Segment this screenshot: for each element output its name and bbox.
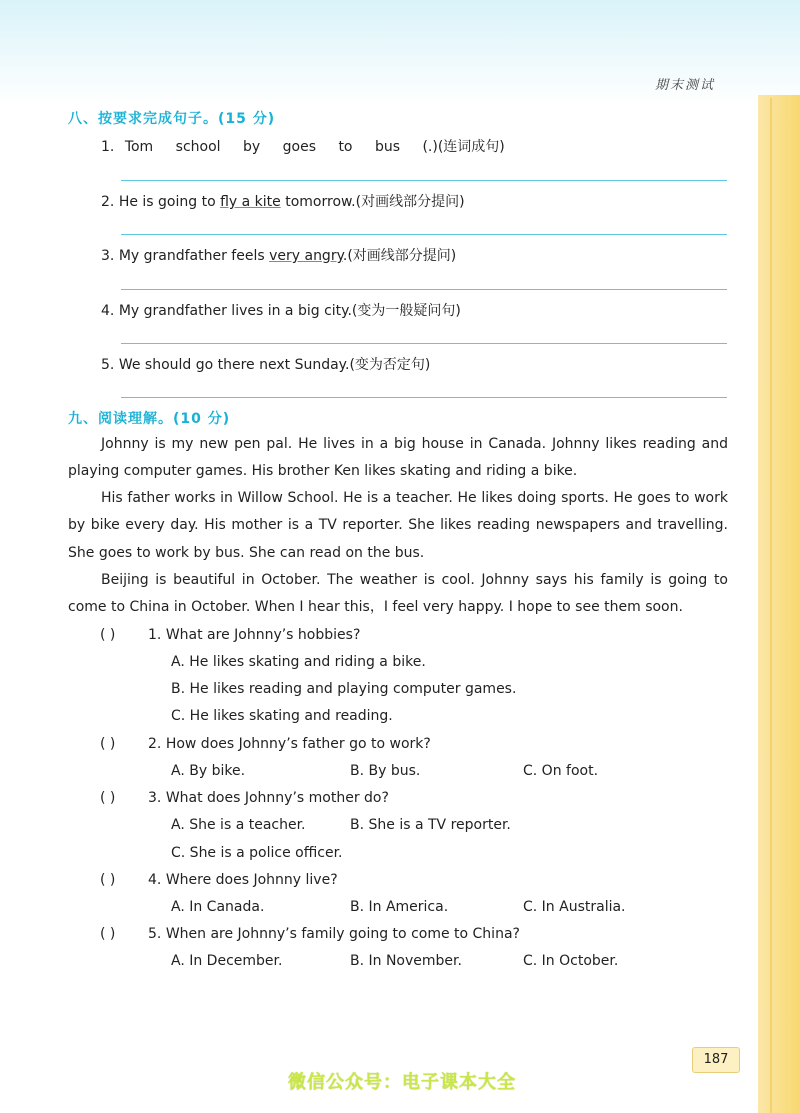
item-4	[101, 300, 461, 320]
item-note: (对画线部分提问)	[347, 248, 457, 264]
passage-paragraph-2: His father works in Willow School. He is a teacher. He likes doing sports. He goes to work by bike every day. His mother is a TV reporter. She likes reading newspapers and travelling. She goes to work by bus. She can read on the bus.	[68, 490, 728, 561]
question-5	[148, 926, 520, 942]
word: bus	[374, 139, 401, 155]
item-5	[101, 354, 430, 374]
item-text: He is going to	[118, 194, 221, 210]
item-text: .	[342, 248, 348, 264]
word: school	[175, 139, 221, 155]
watermark: 微信公众号：电子课本大全	[288, 1072, 516, 1093]
section-8-title: 八、按要求完成句子。(15 分)	[68, 111, 276, 127]
question-text: What does Johnny’s mother do?	[165, 790, 389, 806]
question-number: 2.	[148, 736, 162, 752]
question-2	[148, 736, 431, 752]
q5-option-b: B. In November.	[350, 953, 462, 969]
item-number: 3.	[101, 248, 115, 264]
q4-option-a: A. In Canada.	[171, 899, 265, 915]
question-1	[148, 627, 360, 643]
passage-paragraph-3: Beijing is beautiful in October. The weather is cool. Johnny says his family is going to come to China in October. When I hear this，I feel very happy. I hope to see them soon.	[68, 572, 728, 616]
answer-bracket-2[interactable]: ( )	[100, 736, 116, 752]
q5-option-c: C. In October.	[523, 953, 619, 969]
answer-line-4[interactable]	[121, 343, 727, 344]
q3-option-b: B. She is a TV reporter.	[350, 817, 511, 833]
item-2	[101, 191, 465, 211]
q2-option-c: C. On foot.	[523, 763, 599, 779]
answer-bracket-3[interactable]: ( )	[100, 790, 116, 806]
answer-bracket-1[interactable]: ( )	[100, 627, 116, 643]
answer-line-3[interactable]	[121, 289, 727, 290]
question-number: 5.	[148, 926, 162, 942]
question-text: What are Johnny’s hobbies?	[165, 627, 361, 643]
question-number: 4.	[148, 872, 162, 888]
question-text: Where does Johnny live?	[165, 872, 338, 888]
word: goes	[282, 139, 316, 155]
q4-option-b: B. In America.	[350, 899, 449, 915]
answer-bracket-5[interactable]: ( )	[100, 926, 116, 942]
section-9-title: 九、阅读理解。(10 分)	[68, 411, 231, 427]
underlined-phrase: fly a kite	[220, 194, 281, 210]
q3-option-c: C. She is a police officer.	[171, 845, 343, 861]
page-number: 187	[692, 1047, 740, 1073]
q2-option-a: A. By bike.	[171, 763, 246, 779]
answer-bracket-4[interactable]: ( )	[100, 872, 116, 888]
item-number: 5.	[101, 357, 115, 373]
q1-option-a: A. He likes skating and riding a bike.	[171, 654, 426, 670]
item-note: (对画线部分提问)	[355, 194, 465, 210]
q4-option-c: C. In Australia.	[523, 899, 626, 915]
item-note: (变为否定句)	[349, 357, 431, 373]
item-3	[101, 245, 456, 265]
item-note: (变为一般疑问句)	[351, 303, 461, 319]
item-text: We should go there next Sunday.	[118, 357, 350, 373]
page-edge-decoration	[758, 95, 800, 1113]
q2-option-b: B. By bus.	[350, 763, 421, 779]
question-text: How does Johnny’s father go to work?	[165, 736, 431, 752]
answer-line-5[interactable]	[121, 397, 727, 398]
question-text: When are Johnny’s family going to come to China?	[165, 926, 520, 942]
q3-option-a: A. She is a teacher.	[171, 817, 306, 833]
q1-option-c: C. He likes skating and reading.	[171, 708, 393, 724]
q5-option-a: A. In December.	[171, 953, 283, 969]
question-4	[148, 872, 338, 888]
item-text: My grandfather lives in a big city.	[118, 303, 352, 319]
item-number: 4.	[101, 303, 115, 319]
answer-line-1[interactable]	[121, 180, 727, 181]
question-number: 1.	[148, 627, 162, 643]
item-text: tomorrow.	[280, 194, 356, 210]
passage-paragraph-1: Johnny is my new pen pal. He lives in a big house in Canada. Johnny likes reading and playing computer games. His brother Ken likes skating and riding a bike.	[68, 436, 728, 480]
word: Tom	[124, 139, 154, 155]
item-number: 2.	[101, 194, 115, 210]
question-number: 3.	[148, 790, 162, 806]
item-text: My grandfather feels	[118, 248, 270, 264]
underlined-phrase: very angry	[269, 248, 343, 264]
word: by	[243, 139, 261, 155]
answer-line-2[interactable]	[121, 234, 727, 235]
header-label: 期末测试	[655, 78, 716, 93]
item-number: 1.	[101, 139, 115, 155]
page-edge-line	[770, 98, 772, 1113]
item-1	[101, 136, 523, 156]
item-note: (.)(连词成句)	[422, 139, 505, 155]
word: to	[338, 139, 353, 155]
q1-option-b: B. He likes reading and playing computer games.	[171, 681, 517, 697]
question-3	[148, 790, 389, 806]
